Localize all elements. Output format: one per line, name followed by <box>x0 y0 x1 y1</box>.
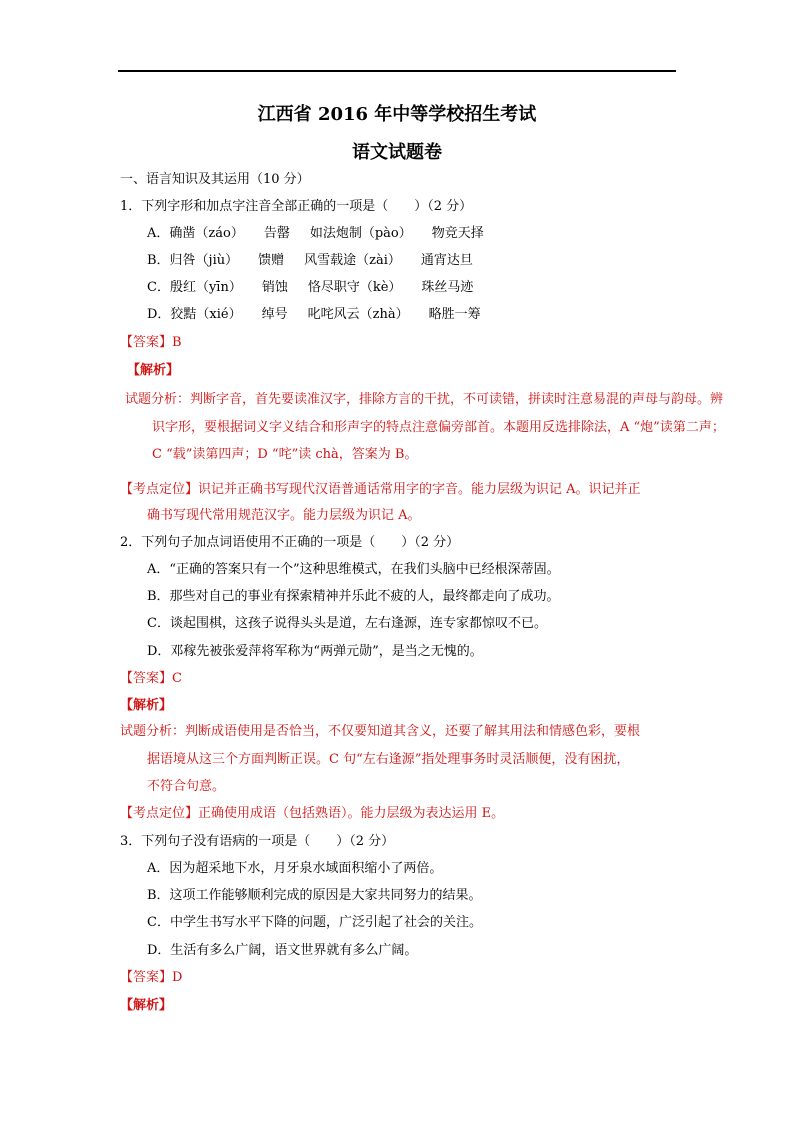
question-2-option-b: B．那些对自己的事业有探索精神并乐此不疲的人，最终都走向了成功。 <box>147 589 560 604</box>
option-word: 恪尽职守（kè） <box>307 280 402 295</box>
question-3-stem: 3．下列句子没有语病的一项是（ ）（2 分） <box>120 834 395 849</box>
option-word: 销蚀 <box>261 280 288 295</box>
exam-subtitle: 语文试题卷 <box>352 142 442 163</box>
question-3-option-d: D．生活有多么广阔，语文世界就有多么广阔。 <box>147 943 418 958</box>
question-2-analysis-line: 不符合句意。 <box>147 779 226 794</box>
option-word: 通宵达旦 <box>420 253 473 268</box>
question-3-answer: 【答案】D <box>120 970 183 985</box>
option-word: B．归咎（jiù） <box>147 253 239 268</box>
question-2-option-a: A．“正确的答案只有一个”这种思维模式，在我们头脑中已经根深蒂固。 <box>147 562 560 577</box>
question-1-analysis-line: C “载”读第四声；D “咤”读 chà，答案为 B。 <box>152 447 418 462</box>
question-2-option-d: D．邓稼先被张爱萍将军称为“两弹元勋”，是当之无愧的。 <box>147 644 483 659</box>
question-1-option-d <box>147 306 501 324</box>
option-word: 叱咤风云（zhà） <box>307 307 409 322</box>
question-2-analysis-line: 试题分析：判断成语使用是否恰当，不仅要知道其含义，还要了解其用法和情感色彩，要根 <box>120 724 641 739</box>
option-word: 略胜一筹 <box>428 307 481 322</box>
option-word: 物竞天择 <box>431 226 484 241</box>
option-word: 风雪载途（zài） <box>304 253 401 268</box>
question-3-option-a: A．因为超采地下水，月牙泉水域面积缩小了两倍。 <box>147 861 443 876</box>
question-1-analysis-line: 识字形，要根据词义字义结合和形声字的特点注意偏旁部首。本题用反选排除法，A “炮”读第二声； <box>152 420 725 435</box>
question-1-answer: 【答案】B <box>120 335 182 350</box>
option-word: 如法炮制（pào） <box>309 226 412 241</box>
question-2-analysis-label: 【解析】 <box>120 698 173 713</box>
question-2-answer: 【答案】C <box>120 671 182 686</box>
question-2-option-c: C．谈起围棋，这孩子说得头头是道，左右逢源，连专家都惊叹不已。 <box>147 616 547 631</box>
option-word: 馈赠 <box>258 253 285 268</box>
header-rule <box>118 70 676 72</box>
question-1-stem: 1．下列字形和加点字注音全部正确的一项是（ ）（2 分） <box>120 199 473 214</box>
option-word: 绰号 <box>261 307 288 322</box>
question-1-option-b <box>147 252 493 270</box>
question-3-analysis-label: 【解析】 <box>120 998 173 1013</box>
question-1-analysis-line: 试题分析：判断字音，首先要读准汉字，排除方言的干扰，不可读错，拼读时注意易混的声母与韵母。辨 <box>125 392 724 407</box>
question-3-option-b: B．这项工作能够顺利完成的原因是大家共同努力的结果。 <box>147 888 482 903</box>
question-1-option-a <box>147 225 504 243</box>
exam-title: 江西省 2016 年中等学校招生考试 <box>257 104 537 125</box>
option-word: 珠丝马迹 <box>421 280 474 295</box>
option-word: A．确凿（záo） <box>147 226 244 241</box>
option-word: D．狡黠（xié） <box>147 307 242 322</box>
section-heading: 一、语言知识及其运用（10 分） <box>120 172 310 187</box>
option-word: 告罄 <box>263 226 290 241</box>
question-3-option-c: C．中学生书写水平下降的问题，广泛引起了社会的关注。 <box>147 915 482 930</box>
question-1-analysis-label: 【解析】 <box>127 363 180 378</box>
question-2-point: 【考点定位】正确使用成语（包括熟语）。能力层级为表达运用 E。 <box>120 806 505 821</box>
question-1-point-line: 确书写现代常用规范汉字。能力层级为识记 A。 <box>147 508 421 523</box>
question-2-stem: 2．下列句子加点词语使用不正确的一项是（ ）（2 分） <box>120 535 460 550</box>
question-2-analysis-line: 据语境从这三个方面判断正误。C 句“左右逢源”指处理事务时灵活顺便，没有困扰， <box>147 752 630 767</box>
question-1-point-line: 【考点定位】识记并正确书写现代汉语普通话常用字的字音。能力层级为识记 A。识记并正 <box>120 482 641 497</box>
question-1-option-c <box>147 279 493 297</box>
option-word: C．殷红（yīn） <box>147 280 242 295</box>
